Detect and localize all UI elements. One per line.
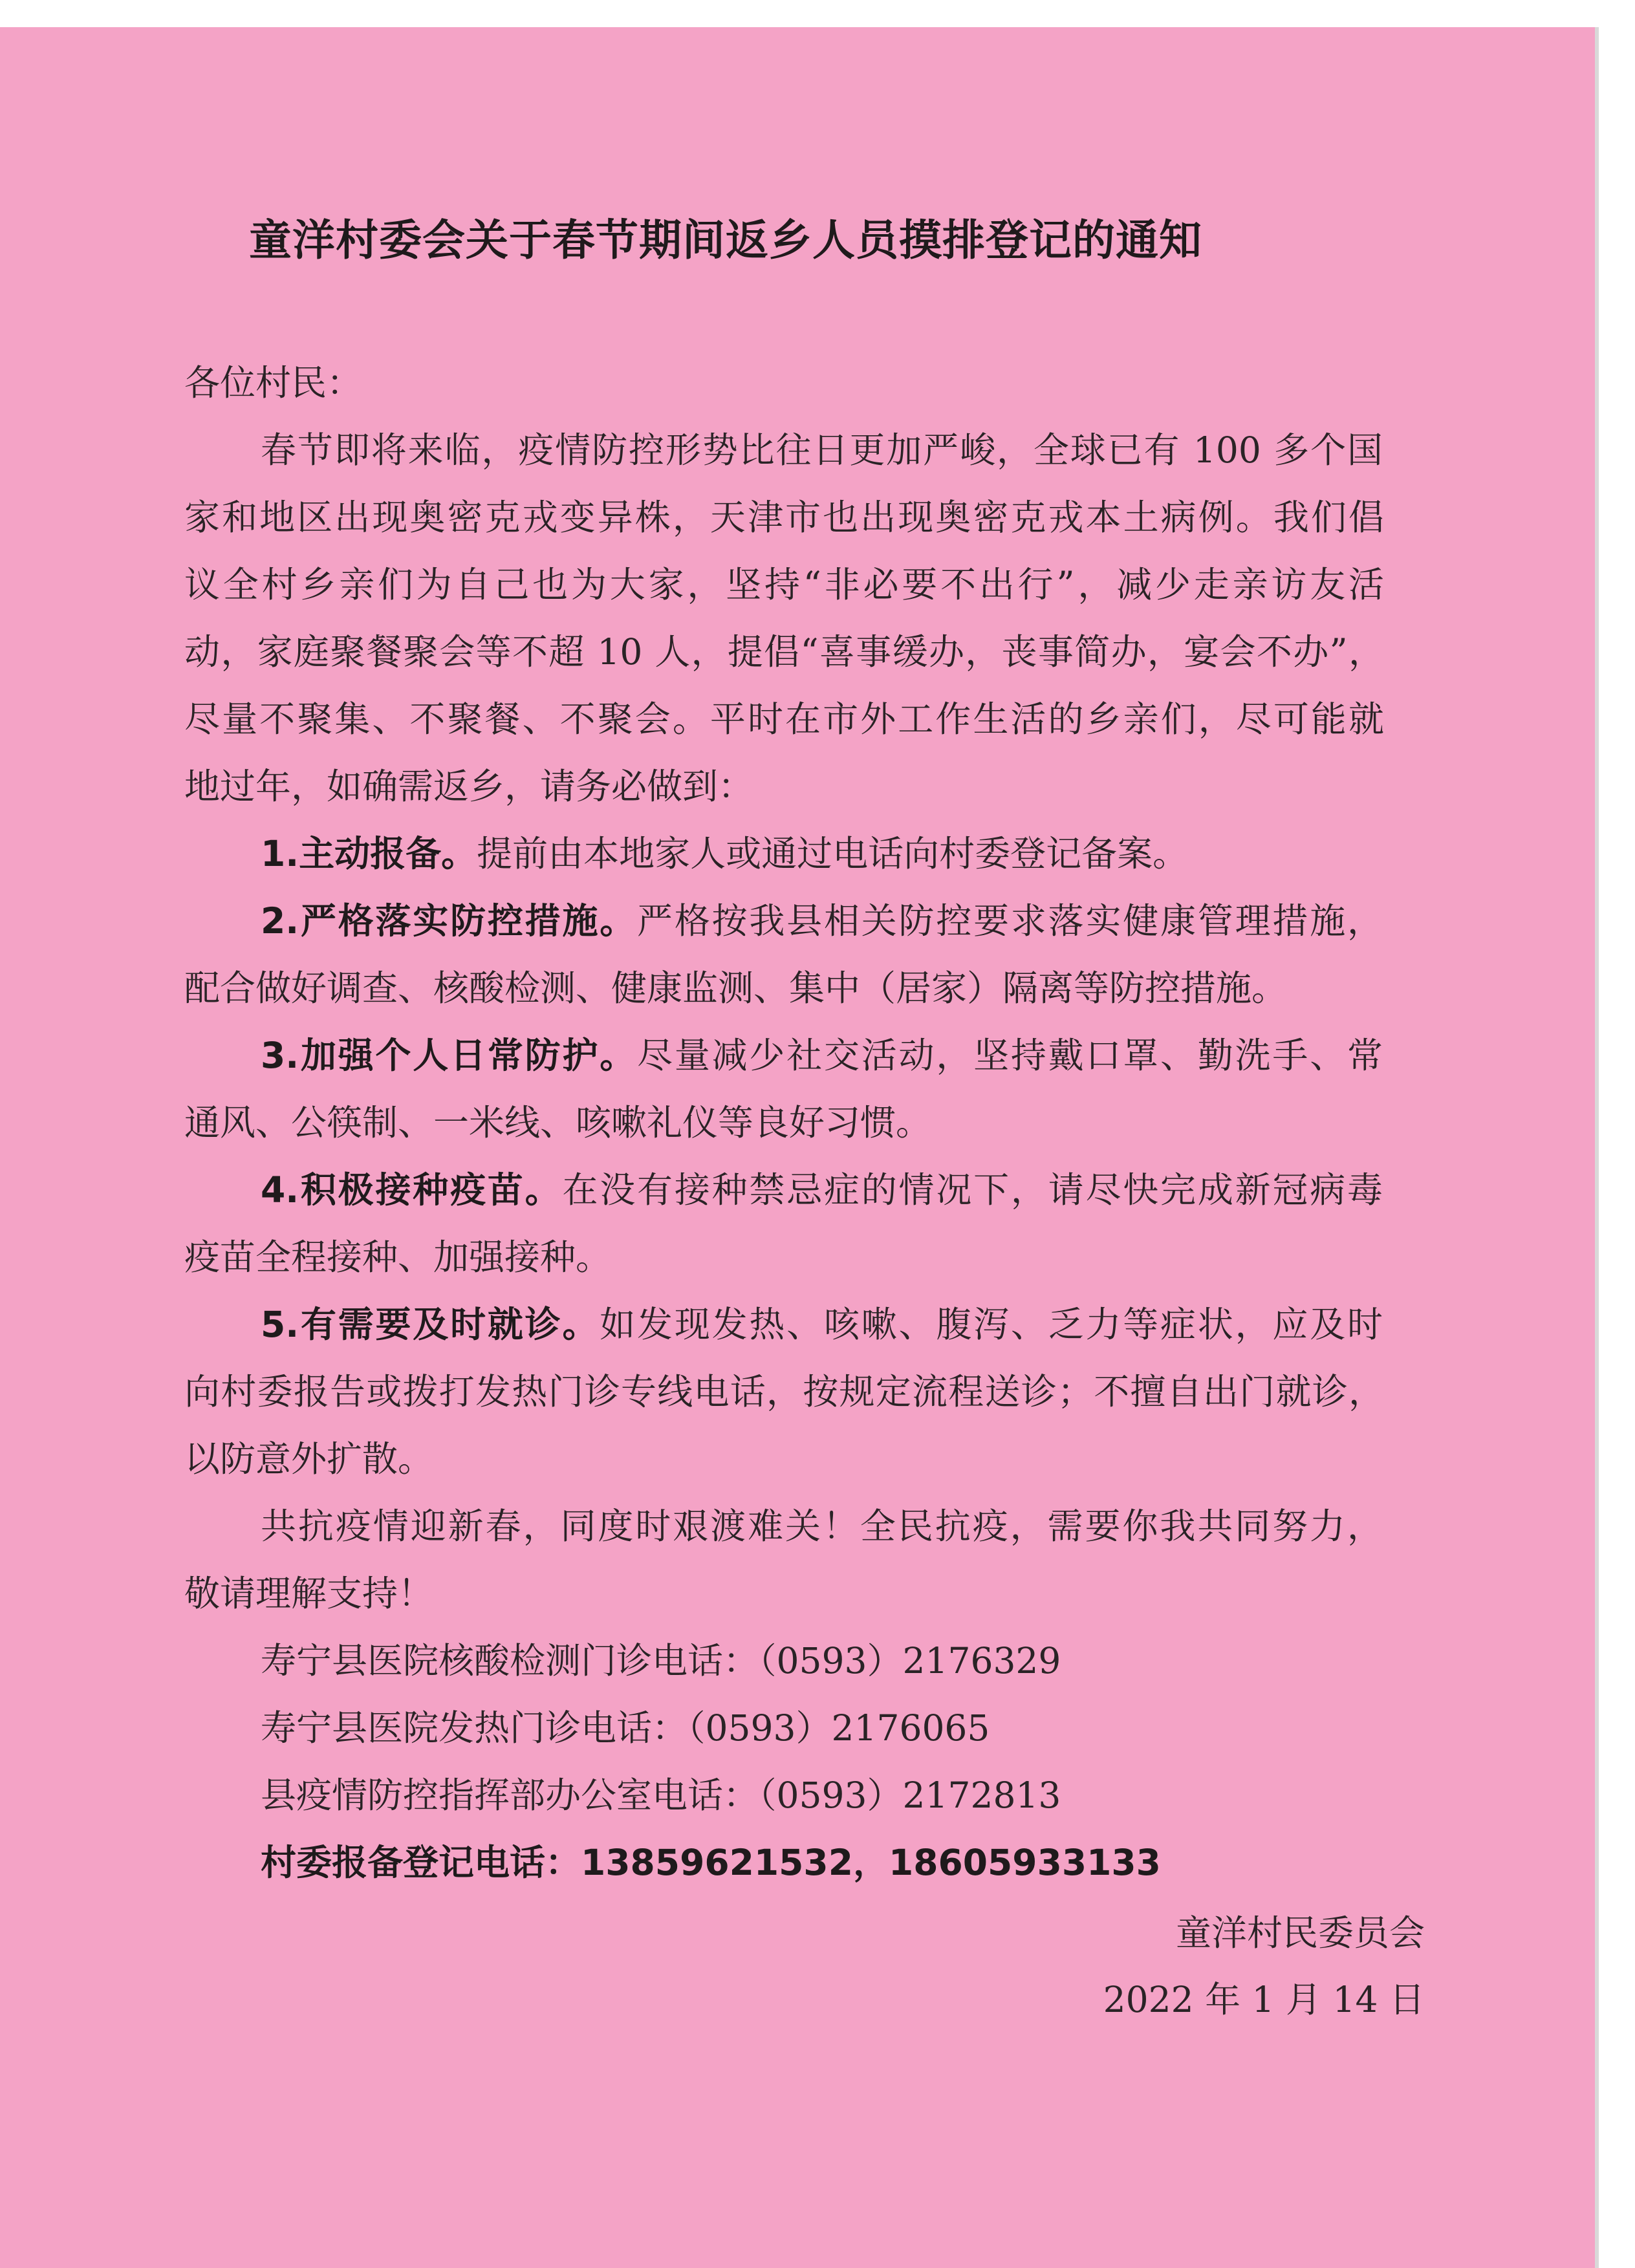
intro-line: 议全村乡亲们为自己也为大家，坚持“非必要不出行”，减少走亲访友活 xyxy=(184,564,1384,605)
intro-line: 动，家庭聚餐聚会等不超 10 人，提倡“喜事缓办，丧事简办，宴会不办”， xyxy=(184,631,1384,673)
measure-item-4 xyxy=(261,1161,1383,1213)
greeting: 各位村民： xyxy=(184,362,363,404)
notice-title: 童洋村委会关于春节期间返乡人员摸排登记的通知 xyxy=(249,215,1202,265)
measure-text: 通风、公筷制、一米线、咳嗽礼仪等良好习惯。 xyxy=(184,1102,932,1143)
measure-text: 以防意外扩散。 xyxy=(184,1438,434,1480)
measure-text: 严格按我县相关防控要求落实健康管理措施， xyxy=(637,900,1383,942)
measure-heading: 5.有需要及时就诊。 xyxy=(261,1304,600,1345)
intro-line: 地过年，如确需返乡，请务必做到： xyxy=(184,766,754,807)
measure-text: 尽量减少社交活动，坚持戴口罩、勤洗手、常 xyxy=(637,1035,1383,1076)
measure-item-2 xyxy=(261,892,1383,944)
measure-heading: 3.加强个人日常防护。 xyxy=(261,1035,638,1076)
closing-line: 敬请理解支持！ xyxy=(184,1573,434,1614)
intro-line: 尽量不聚集、不聚餐、不聚会。平时在市外工作生活的乡亲们，尽可能就 xyxy=(184,698,1384,740)
date: 2022 年 1 月 14 日 xyxy=(1103,1979,1425,2020)
closing-line: 共抗疫情迎新春，同度时艰渡难关！全民抗疫，需要你我共同努力， xyxy=(261,1506,1383,1547)
intro-line: 家和地区出现奥密克戎变异株，天津市也出现奥密克戎本土病例。我们倡 xyxy=(184,497,1384,538)
measure-text: 如发现发热、咳嗽、腹泻、乏力等症状，应及时 xyxy=(600,1304,1383,1345)
measure-item-5 xyxy=(261,1296,1383,1347)
measure-item-3 xyxy=(261,1027,1383,1078)
measure-heading: 2.严格落实防控措施。 xyxy=(261,900,638,942)
measure-text: 向村委报告或拨打发热门诊专线电话，按规定流程送诊；不擅自出门就诊， xyxy=(184,1371,1384,1412)
paper-edge xyxy=(1595,27,1599,2268)
measure-text: 配合做好调查、核酸检测、健康监测、集中（居家）隔离等防控措施。 xyxy=(184,967,1288,1009)
measure-text: 疫苗全程接种、加强接种。 xyxy=(184,1237,612,1278)
phone-line: 寿宁县医院核酸检测门诊电话：（0593）2176329 xyxy=(261,1640,1061,1681)
phone-line: 县疫情防控指挥部办公室电话：（0593）2172813 xyxy=(261,1775,1061,1816)
phone-line: 寿宁县医院发热门诊电话：（0593）2176065 xyxy=(261,1707,990,1749)
measure-heading: 1.主动报备。 xyxy=(261,833,477,874)
phone-line-village: 村委报备登记电话：13859621532，18605933133 xyxy=(261,1842,1161,1883)
signature: 童洋村民委员会 xyxy=(1175,1912,1425,1954)
measure-text: 提前由本地家人或通过电话向村委登记备案。 xyxy=(477,833,1189,874)
measure-text: 在没有接种禁忌症的情况下，请尽快完成新冠病毒 xyxy=(562,1169,1383,1211)
measure-heading: 4.积极接种疫苗。 xyxy=(261,1169,563,1211)
measure-item-1 xyxy=(261,825,1188,876)
intro-line: 春节即将来临，疫情防控形势比往日更加严峻，全球已有 100 多个国 xyxy=(261,429,1383,471)
